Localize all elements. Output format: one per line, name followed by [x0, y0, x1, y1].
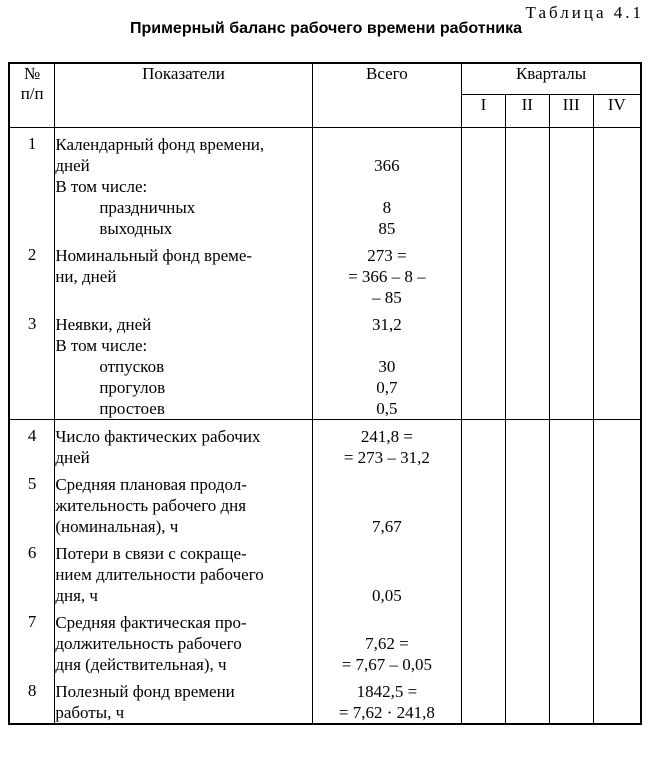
table-row: [9, 176, 641, 197]
table-row: [9, 537, 641, 606]
quarter-2-cell: [505, 128, 549, 177]
header-q3: III: [549, 95, 593, 128]
row-indicator: [55, 335, 312, 356]
table-row: [9, 398, 641, 420]
row-total: [312, 675, 461, 724]
indicator-line: Номинальный фонд време-: [55, 246, 253, 265]
quarter-4-cell: [593, 176, 641, 197]
quarter-2-cell: [505, 468, 549, 537]
quarter-1-cell: [462, 420, 506, 469]
row-total: [312, 606, 461, 675]
indicator-line: должительность рабочего: [55, 634, 242, 653]
quarter-4-cell: [593, 218, 641, 239]
indicator-line: Неявки, дней: [55, 315, 152, 334]
header-total: Всего: [312, 63, 461, 128]
row-total: [312, 398, 461, 420]
table-row: [9, 675, 641, 724]
quarter-3-cell: [549, 537, 593, 606]
quarter-3-cell: [549, 377, 593, 398]
row-indicator: [55, 420, 312, 469]
quarter-4-cell: [593, 398, 641, 420]
row-number: 8: [9, 675, 55, 724]
quarter-3-cell: [549, 356, 593, 377]
header-q1: I: [462, 95, 506, 128]
quarter-1-cell: [462, 675, 506, 724]
row-indicator: [55, 537, 312, 606]
total-line: = 7,67 – 0,05: [341, 655, 433, 674]
table-body-part-2: [9, 420, 641, 725]
quarter-3-cell: [549, 335, 593, 356]
row-total: [312, 239, 461, 308]
total-line: 0,05: [371, 586, 402, 605]
indicator-line: дней: [55, 448, 90, 467]
header-quarters: Кварталы: [462, 63, 641, 95]
row-number: [9, 356, 55, 377]
quarter-3-cell: [549, 606, 593, 675]
row-indicator: [55, 356, 312, 377]
total-line: 241,8 =: [360, 427, 413, 446]
total-line: [313, 335, 461, 356]
indicator-line: ни, дней: [55, 267, 117, 286]
quarter-2-cell: [505, 356, 549, 377]
row-total: [312, 176, 461, 197]
header-q4: IV: [593, 95, 641, 128]
table-row: [9, 218, 641, 239]
total-line: [313, 176, 461, 197]
table-row: [9, 335, 641, 356]
quarter-4-cell: [593, 197, 641, 218]
quarter-3-cell: [549, 675, 593, 724]
total-line: 0,5: [376, 399, 398, 418]
quarter-1-cell: [462, 239, 506, 308]
quarter-2-cell: [505, 398, 549, 420]
row-indicator: [55, 398, 312, 420]
quarter-2-cell: [505, 197, 549, 218]
quarter-1-cell: [462, 308, 506, 335]
quarter-1-cell: [462, 197, 506, 218]
total-line: 30: [378, 357, 396, 376]
indicator-line: выходных: [99, 219, 173, 238]
row-indicator: [55, 377, 312, 398]
indicator-line: Средняя фактическая про-: [55, 613, 247, 632]
indicator-line: Календарный фонд времени,: [55, 135, 265, 154]
quarter-3-cell: [549, 197, 593, 218]
row-total: [312, 335, 461, 356]
table-number-label: Таблица 4.1: [525, 3, 644, 22]
quarter-3-cell: [549, 176, 593, 197]
quarter-1-cell: [462, 356, 506, 377]
indicator-line: отпусков: [99, 357, 165, 376]
indicator-line: работы, ч: [55, 703, 125, 722]
indicator-line: Полезный фонд времени: [55, 682, 235, 701]
total-line: 8: [382, 198, 392, 217]
total-line: 31,2: [371, 315, 402, 334]
quarter-2-cell: [505, 537, 549, 606]
row-indicator: [55, 675, 312, 724]
total-line: 7,62 =: [365, 634, 409, 653]
table-row: [9, 197, 641, 218]
quarter-1-cell: [462, 468, 506, 537]
total-line: – 85: [371, 288, 402, 307]
row-number: 3: [9, 308, 55, 335]
quarter-4-cell: [593, 606, 641, 675]
quarter-4-cell: [593, 239, 641, 308]
row-total: [312, 468, 461, 537]
table-row: [9, 420, 641, 469]
quarter-3-cell: [549, 420, 593, 469]
row-indicator: [55, 218, 312, 239]
quarter-3-cell: [549, 468, 593, 537]
quarter-1-cell: [462, 176, 506, 197]
row-total: [312, 308, 461, 335]
total-line: [313, 612, 461, 633]
row-total: [312, 377, 461, 398]
total-line: 1842,5 =: [356, 682, 418, 701]
table-row: [9, 468, 641, 537]
table-row: [9, 377, 641, 398]
row-indicator: [55, 606, 312, 675]
header-q2: II: [505, 95, 549, 128]
quarter-2-cell: [505, 420, 549, 469]
total-line: 273 =: [367, 246, 407, 265]
quarter-1-cell: [462, 335, 506, 356]
quarter-4-cell: [593, 308, 641, 335]
total-line: [313, 495, 461, 516]
indicator-line: Средняя плановая продол-: [55, 475, 247, 494]
table-row: [9, 356, 641, 377]
total-line: [313, 474, 461, 495]
indicator-line: (номинальная), ч: [55, 517, 179, 536]
total-line: 85: [378, 219, 396, 238]
quarter-2-cell: [505, 335, 549, 356]
row-number: 5: [9, 468, 55, 537]
quarter-3-cell: [549, 239, 593, 308]
header-indicators: Показатели: [55, 63, 312, 128]
row-number: 2: [9, 239, 55, 308]
row-total: [312, 128, 461, 177]
balance-table: [8, 62, 642, 725]
quarter-2-cell: [505, 218, 549, 239]
quarter-4-cell: [593, 335, 641, 356]
row-number: 7: [9, 606, 55, 675]
row-number: 6: [9, 537, 55, 606]
row-indicator: [55, 468, 312, 537]
indicator-line: нием длительности рабочего: [55, 565, 264, 584]
table-row: [9, 128, 641, 177]
indicator-line: дней: [55, 156, 90, 175]
row-total: [312, 356, 461, 377]
indicator-line: В том числе:: [55, 336, 148, 355]
quarter-2-cell: [505, 308, 549, 335]
indicator-line: Число фактических рабочих: [55, 427, 261, 446]
total-line: = 366 – 8 –: [348, 267, 426, 286]
quarter-1-cell: [462, 398, 506, 420]
indicator-line: жительность рабочего дня: [55, 496, 247, 515]
quarter-3-cell: [549, 128, 593, 177]
quarter-1-cell: [462, 377, 506, 398]
total-line: 366: [374, 156, 400, 175]
quarter-2-cell: [505, 377, 549, 398]
row-indicator: [55, 176, 312, 197]
quarter-1-cell: [462, 537, 506, 606]
header-num: [9, 63, 55, 128]
row-number: [9, 218, 55, 239]
quarter-4-cell: [593, 675, 641, 724]
total-line: = 273 – 31,2: [343, 448, 430, 467]
quarter-2-cell: [505, 239, 549, 308]
quarter-2-cell: [505, 176, 549, 197]
quarter-1-cell: [462, 218, 506, 239]
row-number: [9, 377, 55, 398]
quarter-4-cell: [593, 128, 641, 177]
total-line: = 7,62 · 241,8: [338, 703, 435, 722]
quarter-3-cell: [549, 398, 593, 420]
quarter-4-cell: [593, 537, 641, 606]
indicator-line: дня (действительная), ч: [55, 655, 227, 674]
row-indicator: [55, 128, 312, 177]
row-number: [9, 176, 55, 197]
table-row: [9, 308, 641, 335]
table-row: [9, 239, 641, 308]
table-body-part-1: [9, 128, 641, 420]
quarter-4-cell: [593, 377, 641, 398]
quarter-1-cell: [462, 128, 506, 177]
total-line: 7,67: [371, 517, 402, 536]
indicator-line: В том числе:: [55, 177, 148, 196]
row-total: [312, 537, 461, 606]
row-indicator: [55, 239, 312, 308]
row-indicator: [55, 308, 312, 335]
table-title: Примерный баланс рабочего времени работника: [129, 20, 522, 37]
indicator-line: простоев: [99, 399, 165, 418]
indicator-line: прогулов: [99, 378, 166, 397]
table-row: [9, 606, 641, 675]
quarter-4-cell: [593, 356, 641, 377]
total-line: [313, 543, 461, 564]
quarter-2-cell: [505, 606, 549, 675]
indicator-line: Потери в связи с сокраще-: [55, 544, 247, 563]
header-num-line2: п/п: [20, 84, 44, 103]
quarter-3-cell: [549, 308, 593, 335]
row-number: [9, 197, 55, 218]
total-line: 0,7: [376, 378, 398, 397]
row-total: [312, 218, 461, 239]
quarter-4-cell: [593, 468, 641, 537]
total-line: [313, 134, 461, 155]
indicator-line: дня, ч: [55, 586, 98, 605]
row-number: [9, 335, 55, 356]
row-number: 1: [9, 128, 55, 177]
row-total: [312, 197, 461, 218]
quarter-1-cell: [462, 606, 506, 675]
row-number: 4: [9, 420, 55, 469]
total-line: [313, 564, 461, 585]
header-num-line1: №: [24, 64, 41, 83]
quarter-4-cell: [593, 420, 641, 469]
quarter-3-cell: [549, 218, 593, 239]
quarter-2-cell: [505, 675, 549, 724]
row-number: [9, 398, 55, 420]
row-total: [312, 420, 461, 469]
row-indicator: [55, 197, 312, 218]
indicator-line: праздничных: [99, 198, 196, 217]
